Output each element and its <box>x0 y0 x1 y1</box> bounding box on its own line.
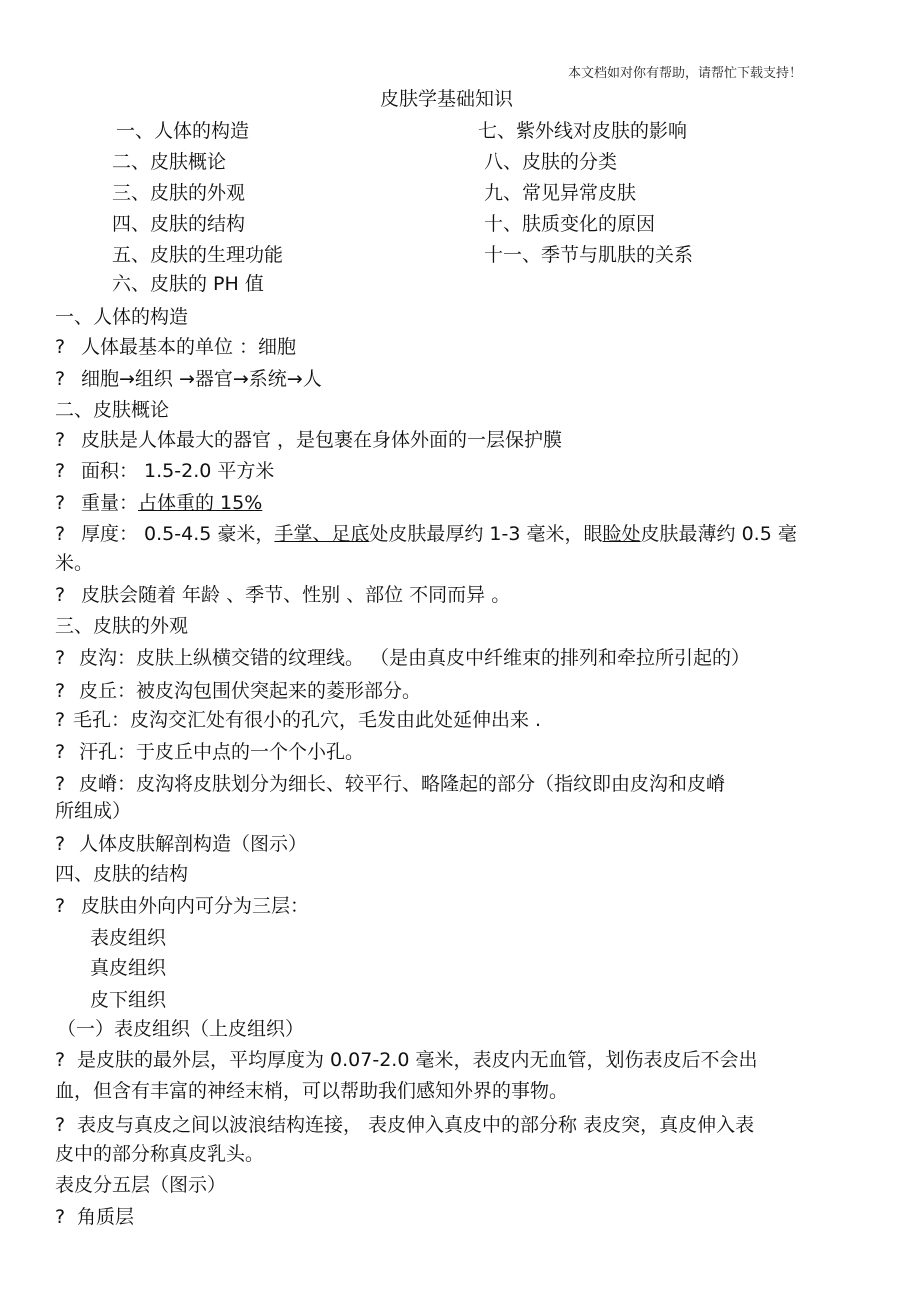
bullet-mark: ? <box>55 523 66 545</box>
list-item: ? 皮沟：皮肤上纵横交错的纹理线。 （是由真皮中纤维束的排列和牵拉所引起的） <box>55 647 751 669</box>
toc-item: 六、皮肤的 PH 值 <box>112 273 264 295</box>
toc-item: 十、肤质变化的原因 <box>484 213 656 235</box>
toc-item: 三、皮肤的外观 <box>112 182 246 204</box>
layer-item: 表皮组织 <box>90 927 167 949</box>
bullet-mark: ? <box>55 647 66 669</box>
bullet-mark: ? <box>55 680 66 702</box>
bullet-mark: ? <box>55 1049 66 1071</box>
paragraph-line: ? 是皮肤的最外层，平均厚度为 0.07-2.0 毫米，表皮内无血管，划伤表皮后不会出 <box>55 1049 758 1071</box>
list-item: ? 皮嵴：皮沟将皮肤划分为细长、较平行、略隆起的部分（指纹即由皮沟和皮嵴 <box>55 773 726 795</box>
list-item: ? 皮肤会随着 年龄 、季节、性别 、部位 不同而异 。 <box>55 584 511 606</box>
bullet-mark: ? <box>55 741 66 763</box>
bullet-mark: ? <box>55 336 66 358</box>
toc-item: 五、皮肤的生理功能 <box>112 244 284 266</box>
list-item-continuation: 米。 <box>55 552 94 574</box>
underlined-text: 占体重的 15% <box>138 492 263 514</box>
page-title: 皮肤学基础知识 <box>380 88 514 110</box>
toc-item: 八、皮肤的分类 <box>484 151 618 173</box>
toc-item: 十一、季节与肌肤的关系 <box>484 244 694 266</box>
bullet-mark: ? <box>55 492 66 514</box>
list-item: ? 皮肤由外向内可分为三层： <box>55 895 310 917</box>
bullet-mark: ? <box>55 429 66 451</box>
subsection-heading: 表皮分五层（图示） <box>55 1174 227 1196</box>
list-item: ? 重量：占体重的 15% <box>55 492 263 514</box>
layer-item: 皮下组织 <box>90 989 167 1011</box>
underlined-text: 手掌、足底 <box>274 523 370 545</box>
bullet-mark: ? <box>55 584 66 606</box>
layer-item: 真皮组织 <box>90 957 167 979</box>
list-item: ? 毛孔：皮沟交汇处有很小的孔穴，毛发由此处延伸出来 . <box>55 709 542 731</box>
bullet-mark: ? <box>55 460 66 482</box>
bullet-mark: ? <box>55 709 66 731</box>
list-item: ? 角质层 <box>55 1206 135 1228</box>
bullet-mark: ? <box>55 895 66 917</box>
section-heading: 三、皮肤的外观 <box>55 615 189 637</box>
list-item-continuation: 所组成） <box>55 800 132 822</box>
toc-item: 四、皮肤的结构 <box>112 213 246 235</box>
paragraph-line: 血，但含有丰富的神经末梢，可以帮助我们感知外界的事物。 <box>55 1080 569 1102</box>
bullet-mark: ? <box>55 1206 66 1228</box>
header-note: 本文档如对你有帮助，请帮忙下载支持！ <box>568 66 803 81</box>
underlined-text: 睑处 <box>602 523 641 545</box>
list-item: ? 厚度： 0.5-4.5 豪米，手掌、足底处皮肤最厚约 1-3 毫米，眼睑处皮肤最薄约 0.5 毫 <box>55 523 797 545</box>
section-heading: 四、皮肤的结构 <box>55 863 189 885</box>
toc-item: 九、常见异常皮肤 <box>484 182 637 204</box>
section-heading: 一、人体的构造 <box>55 306 189 328</box>
paragraph-line: ? 表皮与真皮之间以波浪结构连接， 表皮伸入真皮中的部分称 表皮突，真皮伸入表 <box>55 1114 755 1136</box>
toc-item: 二、皮肤概论 <box>112 151 227 173</box>
list-item: ? 人体最基本的单位 ：细胞 <box>55 336 297 358</box>
paragraph-line: 皮中的部分称真皮乳头。 <box>55 1143 265 1165</box>
subsection-heading: （一）表皮组织（上皮组织） <box>57 1018 305 1040</box>
list-item: ? 面积： 1.5-2.0 平方米 <box>55 460 275 482</box>
bullet-mark: ? <box>55 773 66 795</box>
list-item: ? 皮肤是人体最大的器官 ，是包裹在身体外面的一层保护膜 <box>55 429 563 451</box>
toc-item: 七、紫外线对皮肤的影响 <box>478 120 688 142</box>
list-item: ? 汗孔：于皮丘中点的一个个小孔。 <box>55 741 365 763</box>
bullet-mark: ? <box>55 1114 66 1136</box>
list-item: ? 细胞→组织 →器官→系统→人 <box>55 368 322 390</box>
list-item: ? 人体皮肤解剖构造（图示） <box>55 833 308 855</box>
bullet-mark: ? <box>55 833 66 855</box>
section-heading: 二、皮肤概论 <box>55 399 170 421</box>
bullet-mark: ? <box>55 368 66 390</box>
toc-item: 一、人体的构造 <box>116 120 250 142</box>
list-item: ? 皮丘：被皮沟包围伏突起来的菱形部分。 <box>55 680 422 702</box>
